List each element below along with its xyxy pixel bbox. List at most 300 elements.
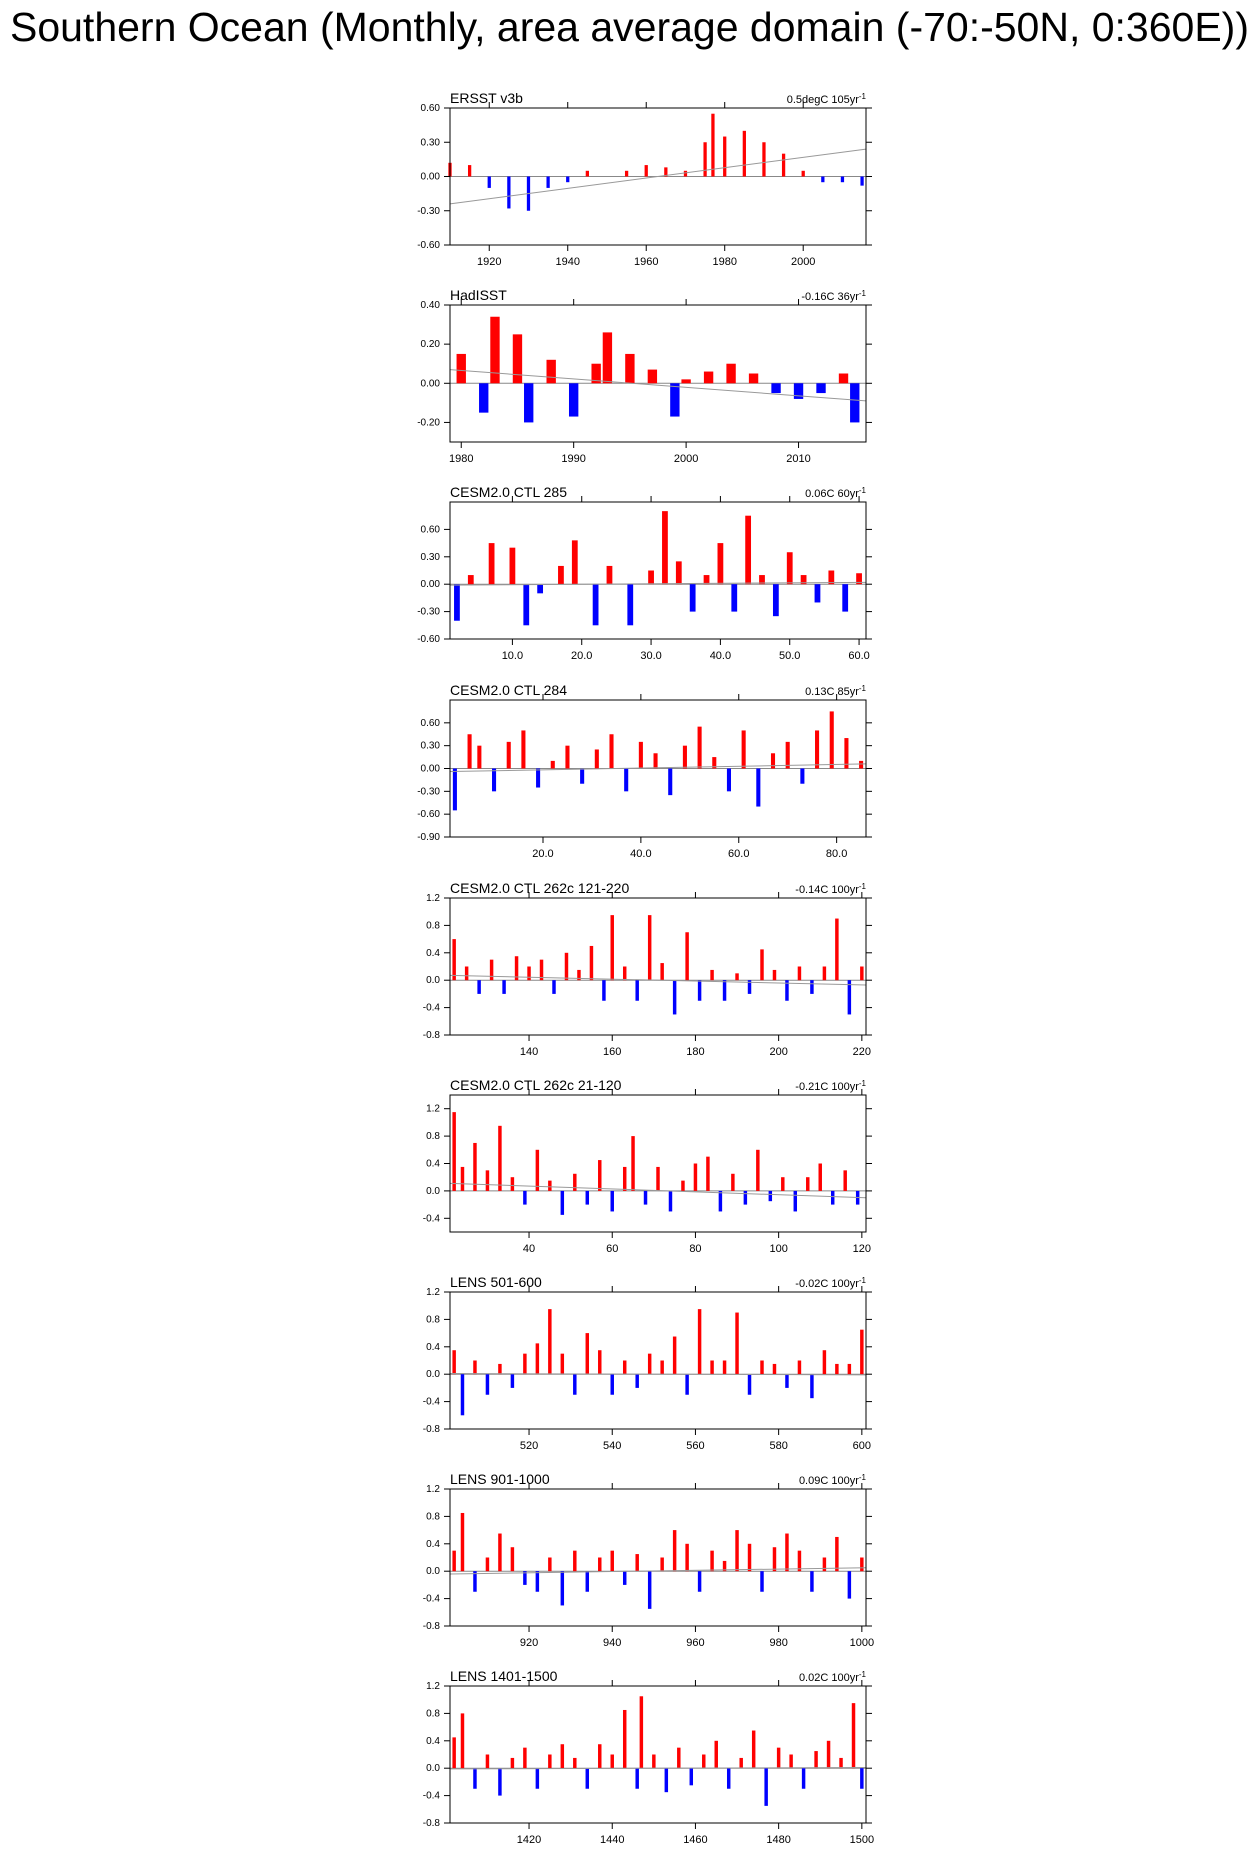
- bar: [794, 383, 803, 399]
- bar: [739, 1758, 742, 1768]
- y-tick-label: -0.4: [422, 1213, 440, 1225]
- bar: [488, 177, 491, 188]
- x-tick-label: 920: [519, 1637, 539, 1649]
- bar: [644, 1191, 647, 1205]
- bar: [773, 1364, 776, 1374]
- bar: [586, 1333, 589, 1374]
- bar: [710, 1361, 713, 1375]
- bar: [498, 1534, 501, 1572]
- y-tick-label: 0.8: [426, 1131, 440, 1143]
- chart-panel-3: [417, 484, 872, 662]
- x-tick-label: 520: [519, 1440, 539, 1452]
- trend-label-exponent: -1: [858, 486, 866, 495]
- bar: [513, 334, 522, 383]
- bar: [523, 1191, 526, 1205]
- trend-label: -0.16C $36yr^{-1}$: [801, 289, 866, 303]
- trend-label-exponent: -1: [858, 684, 866, 693]
- bar: [660, 1361, 663, 1375]
- bar: [573, 1758, 576, 1768]
- bar: [781, 1177, 784, 1191]
- bar: [561, 1354, 564, 1375]
- bar: [662, 511, 668, 584]
- y-tick-label: 0.20: [420, 339, 440, 351]
- bar: [859, 761, 863, 769]
- trend-label: -0.02C $100yr^{-1}$: [795, 1276, 866, 1290]
- y-tick-label: 0.4: [426, 1341, 440, 1353]
- bar: [452, 939, 455, 980]
- bar: [635, 1768, 638, 1789]
- bar: [547, 360, 556, 383]
- bar: [764, 1768, 767, 1806]
- bar: [745, 516, 751, 585]
- trend-label-exponent: -1: [858, 1473, 866, 1482]
- bar: [731, 584, 737, 611]
- y-tick-label: 0.30: [420, 740, 440, 752]
- x-tick-label: 940: [603, 1637, 622, 1649]
- bar: [830, 711, 834, 768]
- x-tick-label: 2010: [786, 453, 811, 465]
- bar: [814, 1751, 817, 1768]
- bar: [702, 1755, 705, 1769]
- bar: [580, 769, 584, 784]
- bar: [723, 137, 726, 177]
- panel-title: LENS 901-1000: [450, 1471, 550, 1487]
- bar: [468, 575, 474, 584]
- chart-panel-5: [423, 880, 872, 1058]
- bar: [798, 1361, 801, 1375]
- y-tick-label: -0.30: [417, 205, 440, 217]
- bar: [548, 1755, 551, 1769]
- x-tick-label: 60: [606, 1243, 619, 1255]
- y-tick-label: 0.30: [420, 551, 440, 563]
- bar: [465, 967, 468, 981]
- bar: [698, 727, 702, 769]
- y-tick-label: 0.8: [426, 920, 440, 932]
- bar: [498, 1768, 501, 1795]
- bar: [786, 742, 790, 769]
- y-tick-label: 0.00: [420, 171, 440, 183]
- bar: [486, 1170, 489, 1191]
- y-tick-label: 1.2: [426, 1484, 440, 1495]
- bar: [685, 1374, 688, 1395]
- x-tick-label: 40: [522, 1243, 536, 1255]
- bar: [498, 1126, 501, 1191]
- bar: [660, 963, 663, 980]
- bar: [536, 1150, 539, 1191]
- bar: [477, 980, 480, 994]
- trend-label: 0.02C $100yr^{-1}$: [798, 1670, 866, 1684]
- panel-title: CESM2.0 CTL 285: [450, 484, 567, 500]
- bar: [523, 1354, 526, 1375]
- bar: [548, 1181, 551, 1191]
- x-tick-label: 20.0: [532, 848, 554, 860]
- y-tick-label: -0.8: [422, 1818, 440, 1829]
- panel-title: LENS 501-600: [450, 1274, 542, 1290]
- trend-label: 0.09C $100yr^{-1}$: [798, 1473, 866, 1487]
- bar: [860, 177, 863, 186]
- plot-frame: [450, 898, 866, 1035]
- y-tick-label: 0.4: [426, 1735, 440, 1747]
- x-tick-label: 200: [769, 1046, 788, 1058]
- bar: [773, 584, 779, 616]
- bar: [586, 1191, 589, 1205]
- y-tick-label: 1.2: [426, 893, 440, 904]
- bar: [684, 171, 687, 177]
- y-tick-label: 0.40: [420, 300, 440, 311]
- bar: [452, 1112, 455, 1191]
- y-tick-label: 1.2: [426, 1103, 440, 1115]
- bar: [798, 1551, 801, 1572]
- bar: [595, 749, 599, 768]
- y-tick-label: 0.0: [426, 1566, 440, 1578]
- x-tick-label: 60.0: [728, 848, 750, 860]
- bar: [552, 980, 555, 994]
- bar: [452, 1551, 455, 1572]
- bar: [771, 383, 780, 393]
- trend-label-exponent: -1: [858, 1670, 866, 1679]
- bar: [827, 1741, 830, 1768]
- bar: [507, 177, 510, 209]
- bar: [648, 915, 651, 980]
- bar: [835, 1364, 838, 1374]
- y-tick-label: 0.0: [426, 975, 440, 987]
- y-tick-label: 0.0: [426, 1185, 440, 1197]
- x-tick-label: 80: [689, 1243, 702, 1255]
- y-tick-label: 0.60: [420, 103, 440, 114]
- bar: [523, 584, 529, 625]
- bar: [645, 165, 648, 176]
- bar: [486, 1558, 489, 1572]
- bar: [586, 1571, 589, 1592]
- y-tick-label: 0.00: [420, 579, 440, 591]
- x-tick-label: 980: [769, 1637, 788, 1649]
- bar: [842, 584, 848, 611]
- bar: [860, 967, 863, 981]
- page-title: Southern Ocean (Monthly, area average domain (-70:-50N, 0:360E)): [9, 4, 1249, 50]
- x-tick-label: 600: [852, 1440, 872, 1452]
- bar: [511, 1758, 514, 1768]
- bar: [723, 1361, 726, 1375]
- panel-title: CESM2.0 CTL 284: [450, 682, 567, 698]
- bar: [652, 1755, 655, 1769]
- bar: [598, 1350, 601, 1374]
- bar: [468, 165, 471, 176]
- panel-title: CESM2.0 CTL 262c 21-120: [450, 1077, 622, 1093]
- chart-panel-4: [417, 682, 872, 860]
- bar: [703, 142, 706, 176]
- bar: [685, 1544, 688, 1571]
- bar: [648, 370, 657, 384]
- bar: [816, 383, 825, 393]
- x-tick-label: 50.0: [779, 650, 801, 662]
- bar: [852, 1703, 855, 1768]
- bar: [635, 1554, 638, 1571]
- bar: [623, 1361, 626, 1375]
- bar: [572, 540, 578, 584]
- bar: [742, 730, 746, 768]
- bar: [769, 1191, 772, 1201]
- x-tick-label: 1460: [683, 1834, 708, 1846]
- bar: [648, 571, 654, 585]
- bar: [639, 742, 643, 769]
- x-tick-label: 2000: [790, 256, 816, 268]
- y-tick-label: 0.00: [420, 763, 440, 775]
- bar: [536, 769, 540, 788]
- trend-line: [450, 370, 866, 401]
- x-tick-label: 40.0: [630, 848, 652, 860]
- y-tick-label: 0.8: [426, 1708, 440, 1720]
- bar: [681, 1181, 684, 1191]
- x-tick-label: 180: [686, 1046, 705, 1058]
- bar: [690, 1768, 693, 1785]
- bar: [546, 177, 549, 188]
- bar: [756, 769, 760, 807]
- bar: [511, 1547, 514, 1571]
- bar: [698, 980, 701, 1001]
- x-tick-label: 30.0: [640, 650, 662, 662]
- bar: [848, 980, 851, 1014]
- x-tick-label: 1940: [555, 256, 580, 268]
- bar: [735, 973, 738, 980]
- bar: [573, 1174, 576, 1191]
- bar: [461, 1513, 464, 1571]
- y-tick-label: 0.30: [420, 137, 440, 149]
- bar: [839, 1758, 842, 1768]
- bar: [673, 980, 676, 1014]
- bar: [590, 946, 593, 980]
- y-tick-label: 1.2: [426, 1681, 440, 1692]
- bar: [676, 561, 682, 584]
- x-tick-label: 10.0: [501, 650, 524, 662]
- bar: [623, 1571, 626, 1585]
- panel-title: HadISST: [450, 287, 507, 303]
- bar: [510, 548, 516, 585]
- x-tick-label: 1990: [561, 453, 586, 465]
- x-tick-label: 540: [603, 1440, 622, 1452]
- bar: [773, 970, 776, 980]
- bar: [760, 1571, 763, 1592]
- bar: [536, 1343, 539, 1374]
- bar: [794, 1191, 797, 1212]
- bar: [848, 1571, 851, 1598]
- x-tick-label: 1920: [477, 256, 502, 268]
- y-tick-label: 0.60: [420, 524, 440, 536]
- bar: [489, 543, 495, 584]
- bar: [749, 374, 758, 384]
- y-tick-label: -0.4: [422, 1002, 440, 1014]
- bar: [704, 372, 713, 384]
- bar: [635, 980, 638, 1001]
- bar: [561, 1571, 564, 1605]
- bar: [744, 1191, 747, 1205]
- bar: [843, 1170, 846, 1191]
- chart-panel-7: [423, 1274, 872, 1452]
- bar: [823, 1558, 826, 1572]
- plot-frame: [450, 305, 866, 442]
- bar: [569, 383, 578, 416]
- bar: [677, 1748, 680, 1769]
- bar: [718, 543, 724, 584]
- bar: [839, 374, 848, 384]
- bar: [777, 1748, 780, 1769]
- bar: [452, 1737, 455, 1768]
- trend-label: -0.14C $100yr^{-1}$: [795, 882, 866, 896]
- bar: [452, 1350, 455, 1374]
- bar: [654, 753, 658, 768]
- bar: [815, 584, 821, 602]
- bar: [860, 1768, 863, 1789]
- bar: [694, 1164, 697, 1191]
- y-tick-label: -0.8: [422, 1621, 440, 1632]
- bar: [648, 1354, 651, 1375]
- bar: [486, 1374, 489, 1395]
- y-tick-label: 0.0: [426, 1369, 440, 1381]
- bar: [681, 379, 690, 383]
- y-tick-label: 0.4: [426, 1538, 440, 1550]
- bar: [726, 364, 735, 384]
- bar: [690, 584, 696, 611]
- bar: [669, 1191, 672, 1212]
- bar: [710, 1551, 713, 1572]
- x-tick-label: 1000: [849, 1637, 875, 1649]
- bar: [723, 980, 726, 1001]
- x-tick-label: 1960: [633, 256, 659, 268]
- bar: [715, 1741, 718, 1768]
- x-tick-label: 560: [686, 1440, 705, 1452]
- bar: [631, 1136, 634, 1191]
- x-tick-label: 80.0: [825, 848, 848, 860]
- y-tick-label: -0.4: [422, 1593, 440, 1605]
- bar: [752, 1731, 755, 1769]
- y-tick-label: -0.30: [417, 606, 440, 618]
- bar: [698, 1309, 701, 1374]
- bar: [823, 967, 826, 981]
- bar: [611, 1551, 614, 1572]
- bar: [823, 1350, 826, 1374]
- bar: [468, 734, 472, 768]
- bar: [457, 354, 466, 383]
- x-tick-label: 2000: [673, 453, 699, 465]
- bar: [635, 1374, 638, 1388]
- bar: [598, 1744, 601, 1768]
- y-tick-label: -0.60: [417, 240, 440, 251]
- bar: [835, 919, 838, 981]
- bar: [835, 1537, 838, 1571]
- x-tick-label: 960: [686, 1637, 705, 1649]
- bar: [527, 967, 530, 981]
- bar: [727, 1768, 730, 1789]
- x-tick-label: 20.0: [571, 650, 593, 662]
- bar: [623, 967, 626, 981]
- x-tick-label: 580: [769, 1440, 788, 1452]
- bar: [810, 1374, 813, 1398]
- y-tick-label: 0.8: [426, 1511, 440, 1523]
- bar: [561, 1744, 564, 1768]
- bar: [673, 1337, 676, 1375]
- bar: [598, 1160, 601, 1191]
- panel-title: ERSST v3b: [450, 90, 523, 106]
- trend-label-exponent: -1: [858, 92, 866, 101]
- bar: [548, 1558, 551, 1572]
- y-tick-label: -0.8: [422, 1030, 440, 1041]
- bar: [537, 584, 543, 593]
- bar: [558, 566, 564, 584]
- trend-label-exponent: -1: [858, 882, 866, 891]
- bar: [536, 1768, 539, 1789]
- bar: [507, 742, 511, 769]
- bar: [565, 953, 568, 980]
- y-tick-label: 0.8: [426, 1314, 440, 1326]
- bar: [656, 1167, 659, 1191]
- bar: [648, 1571, 651, 1609]
- bar: [624, 769, 628, 792]
- bar: [670, 383, 679, 416]
- bar: [731, 1174, 734, 1191]
- bar: [787, 552, 793, 584]
- trend-label: 0.13C $85yr^{-1}$: [805, 684, 866, 698]
- bar: [609, 734, 613, 768]
- trend-label-exponent: -1: [858, 1079, 866, 1088]
- bar: [815, 730, 819, 768]
- bar: [719, 1191, 722, 1212]
- bar: [735, 1313, 738, 1375]
- bar: [735, 1530, 738, 1571]
- bar: [492, 769, 496, 792]
- bar: [665, 1768, 668, 1792]
- bar: [586, 1768, 589, 1789]
- y-tick-label: 1.2: [426, 1287, 440, 1298]
- y-tick-label: 0.60: [420, 717, 440, 729]
- bar: [698, 1571, 701, 1592]
- bar: [521, 730, 525, 768]
- y-tick-label: 0.4: [426, 1158, 440, 1170]
- bar: [748, 1544, 751, 1571]
- trend-label: 0.06C $60yr^{-1}$: [805, 486, 866, 500]
- bar: [756, 1150, 759, 1191]
- bar: [785, 1534, 788, 1572]
- plot-frame: [450, 1095, 866, 1232]
- x-tick-label: 1980: [712, 256, 737, 268]
- bar: [773, 1547, 776, 1571]
- bar: [860, 1558, 863, 1572]
- bar: [511, 1177, 514, 1191]
- bar: [706, 1157, 709, 1191]
- bar: [711, 114, 714, 177]
- bar: [789, 1755, 792, 1769]
- bar: [683, 746, 687, 769]
- x-tick-label: 1980: [449, 453, 474, 465]
- bar: [490, 960, 493, 981]
- bar: [710, 970, 713, 980]
- bar: [611, 1755, 614, 1769]
- bar: [800, 769, 804, 784]
- bar: [802, 171, 805, 177]
- chart-panel-6: [423, 1077, 872, 1255]
- x-tick-label: 100: [769, 1243, 788, 1255]
- plot-frame: [450, 1292, 866, 1429]
- x-tick-label: 1420: [516, 1834, 542, 1846]
- bar: [477, 746, 481, 769]
- bar: [473, 1768, 476, 1789]
- bar: [461, 1374, 464, 1415]
- bar: [454, 584, 460, 621]
- bar: [685, 932, 688, 980]
- bar: [498, 1364, 501, 1374]
- x-tick-label: 160: [603, 1046, 622, 1058]
- bar: [819, 1164, 822, 1191]
- bar: [565, 746, 569, 769]
- x-tick-label: 1440: [599, 1834, 625, 1846]
